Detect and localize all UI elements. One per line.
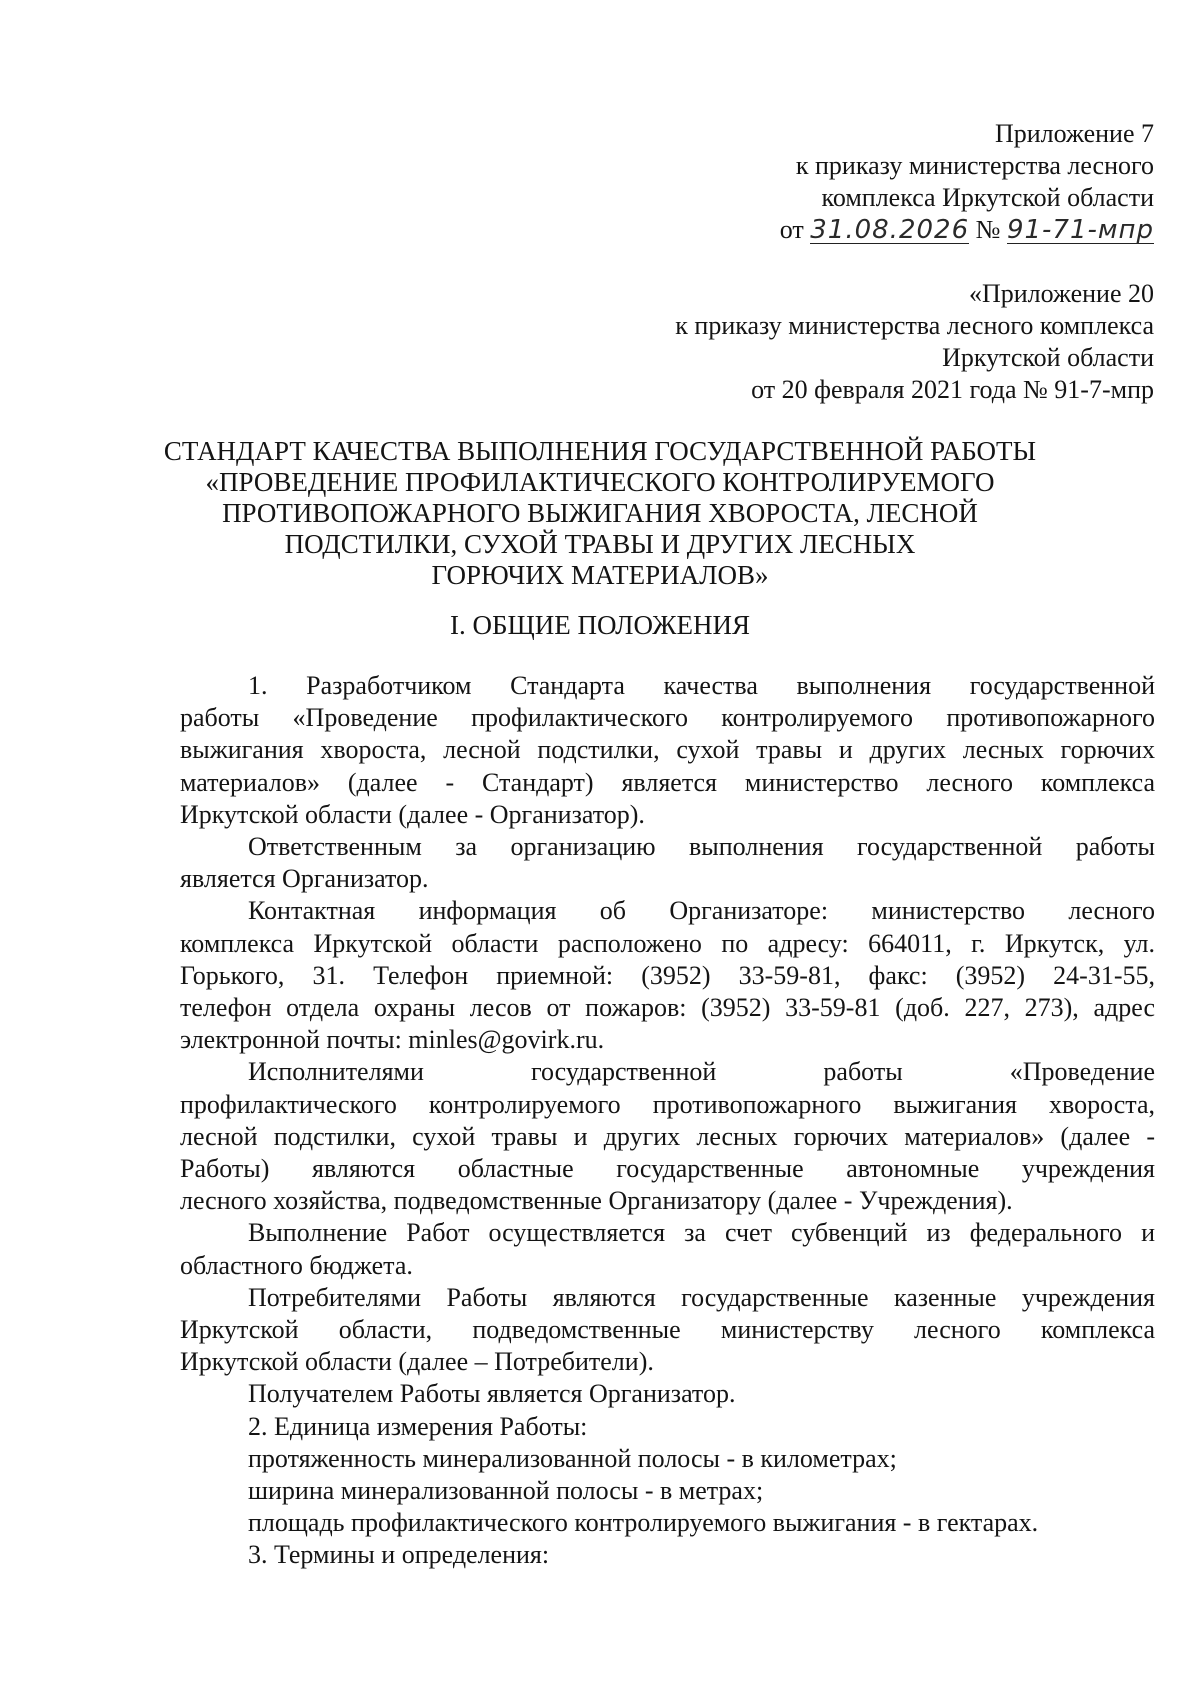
handwritten-date: 31.08.2026 xyxy=(810,215,970,245)
paragraph-line: Горького, 31. Телефон приемной: (3952) 33-59-81, факс: (3952) 24-31-55, xyxy=(180,960,1155,990)
paragraph-line: профилактического контролируемого противопожарного выжигания хвороста, xyxy=(180,1089,1155,1119)
section-heading: I. ОБЩИЕ ПОЛОЖЕНИЯ xyxy=(450,610,750,640)
annex-7-header xyxy=(780,118,1154,246)
paragraph-line: лесного хозяйства, подведомственные Организатору (далее - Учреждения). xyxy=(180,1186,1013,1216)
paragraph-line: выжигания хвороста, лесной подстилки, сухой травы и других лесных горючих xyxy=(180,735,1155,765)
paragraph-line: материалов» (далее - Стандарт) является министерство лесного комплекса xyxy=(180,767,1155,797)
annex-20-line: от 20 февраля 2021 года № 91-7-мпр xyxy=(751,375,1154,404)
annex-7-title: Приложение 7 xyxy=(994,119,1154,148)
title-line: «ПРОВЕДЕНИЕ ПРОФИЛАКТИЧЕСКОГО КОНТРОЛИРУЕМОГО xyxy=(205,467,995,497)
paragraph-line: 1. Разработчиком Стандарта качества выполнения государственной xyxy=(248,671,1155,700)
paragraph-line: Контактная информация об Организаторе: министерство лесного xyxy=(248,896,1155,926)
from-label: от xyxy=(779,215,804,244)
paragraph-line: Иркутской области (далее – Потребители). xyxy=(180,1347,654,1377)
annex-20-header xyxy=(675,278,1154,406)
list-item: ширина минерализованной полосы - в метрах; xyxy=(248,1476,764,1506)
paragraph-line: Иркутской области (далее - Организатор). xyxy=(180,799,645,829)
paragraph-line: Исполнителями государственной работы «Проведение xyxy=(248,1057,1155,1087)
paragraph-line: Выполнение Работ осуществляется за счет субвенций из федерального и xyxy=(248,1218,1155,1248)
document-body xyxy=(180,670,1155,1572)
paragraph-line: лесной подстилки, сухой травы и других лесных горючих материалов» (далее - xyxy=(180,1121,1155,1151)
document-title xyxy=(150,436,1050,591)
paragraph-line: Иркутской области, подведомственные министерству лесного комплекса xyxy=(180,1315,1155,1345)
annex-20-line: к приказу министерства лесного комплекса xyxy=(675,311,1154,340)
title-line: ПРОТИВОПОЖАРНОГО ВЫЖИГАНИЯ ХВОРОСТА, ЛЕСНОЙ xyxy=(222,498,978,528)
list-heading: 3. Термины и определения: xyxy=(248,1540,550,1570)
annex-20-title: «Приложение 20 xyxy=(968,279,1154,308)
paragraph-line: Потребителями Работы являются государственные казенные учреждения xyxy=(248,1282,1155,1312)
title-line: ГОРЮЧИХ МАТЕРИАЛОВ» xyxy=(431,560,769,590)
title-line: СТАНДАРТ КАЧЕСТВА ВЫПОЛНЕНИЯ ГОСУДАРСТВЕННОЙ РАБОТЫ xyxy=(163,436,1037,466)
handwritten-number: 91-71-мпр xyxy=(1006,215,1154,245)
list-item: протяженность минерализованной полосы - в километрах; xyxy=(248,1443,897,1473)
annex-20-line: Иркутской области xyxy=(942,343,1154,372)
paragraph-line: комплекса Иркутской области расположено по адресу: 664011, г. Иркутск, ул. xyxy=(180,928,1155,958)
annex-7-line: комплекса Иркутской области xyxy=(821,183,1154,212)
annex-7-line: к приказу министерства лесного xyxy=(795,151,1154,180)
title-line: ПОДСТИЛКИ, СУХОЙ ТРАВЫ И ДРУГИХ ЛЕСНЫХ xyxy=(284,529,916,559)
paragraph-line: телефон отдела охраны лесов от пожаров: (3952) 33-59-81 (доб. 227, 273), адрес xyxy=(180,993,1155,1023)
paragraph-line: электронной почты: minles@govirk.ru. xyxy=(180,1025,605,1055)
list-heading: 2. Единица измерения Работы: xyxy=(248,1411,588,1441)
list-item: площадь профилактического контролируемого выжигания - в гектарах. xyxy=(248,1508,1039,1538)
paragraph-line: Ответственным за организацию выполнения государственной работы xyxy=(248,832,1155,862)
paragraph-line: работы «Проведение профилактического контролируемого противопожарного xyxy=(180,703,1155,733)
paragraph-line: областного бюджета. xyxy=(180,1250,413,1280)
paragraph-line: является Организатор. xyxy=(180,864,429,894)
paragraph-line: Получателем Работы является Организатор. xyxy=(248,1379,736,1409)
annex-7-date-number xyxy=(780,214,1154,246)
paragraph-line: Работы) являются областные государственные автономные учреждения xyxy=(180,1154,1155,1184)
number-label: № xyxy=(975,215,1001,244)
